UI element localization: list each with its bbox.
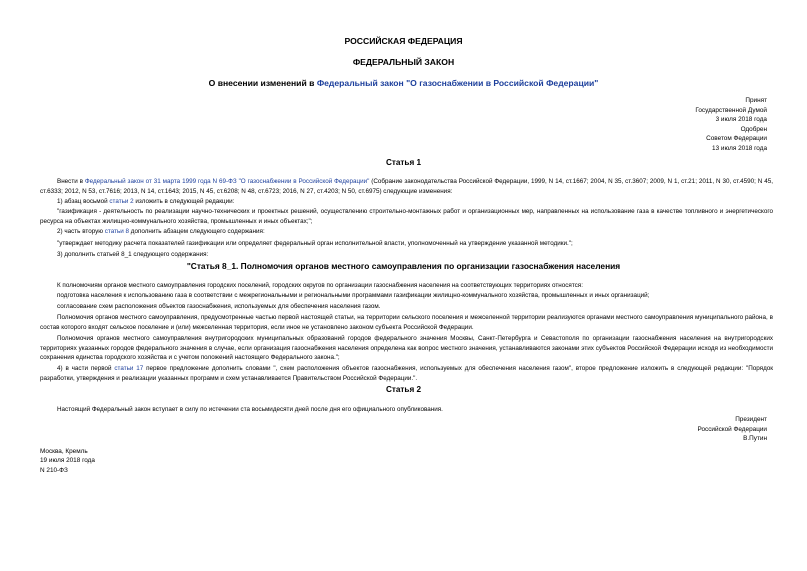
item-2-text: "утверждает методику расчета показателей газификации или определяет федеральный орган исполнительной власти, уполномоченный на утверждение указанной методики."; xyxy=(57,240,573,247)
item-4-text-a: 4) в части первой xyxy=(57,365,115,372)
item-2-text-a: 2) часть вторую xyxy=(57,228,105,235)
item-3: 3) дополнить статьей 8_1 следующего содержания: xyxy=(57,251,209,258)
item-2-link[interactable]: статьи 8 xyxy=(104,228,130,235)
place-city: Москва, Кремль xyxy=(40,448,88,455)
approved-date: 13 июля 2018 года xyxy=(712,144,767,152)
article-1-intro xyxy=(40,177,773,196)
intro-link-title[interactable]: "О газоснабжении в Российской Федерации" xyxy=(238,178,370,185)
art8-1-para-2: подготовка населения к использованию газа в соответствии с межрегиональными и региональными программами газификации жилищно-коммунального хозяйства, промышленных и иных организаций; xyxy=(57,292,650,299)
article-2-text: Настоящий Федеральный закон вступает в силу по истечении ста восьмидесяти дней после дня его официального опубликования. xyxy=(57,406,443,413)
law-title xyxy=(0,78,807,88)
approved-label: Одобрен xyxy=(740,125,767,133)
adoption-block xyxy=(695,96,767,154)
item-1-text: "газификация - деятельность по реализации научно-технических и проектных решений, осуществлению строительно-монтажных работ и организационных мер, направленных на использование газа в качестве топливного и энергетического ресурса на объектах жилищно-коммунального хозяйства, промышленных и иных объектах;"; xyxy=(40,208,773,225)
item-4 xyxy=(40,364,773,383)
item-1-text-a: 1) абзац восьмой xyxy=(57,198,110,205)
intro-text-a: Внести в xyxy=(57,178,85,185)
art8-1-para-1: К полномочиям органов местного самоуправления городских поселений, городских округов по организации газоснабжения населения на соответствующих территориях относятся: xyxy=(57,282,583,289)
adopted-body: Государственной Думой xyxy=(695,106,767,114)
item-2 xyxy=(57,227,265,237)
article-2-heading: Статья 2 xyxy=(385,385,422,394)
item-1-link[interactable]: статьи 2 xyxy=(109,198,134,205)
art8-1-para-4: Полномочия органов местного самоуправления, предусмотренные частью первой настоящей статьи, на территории сельского поселения и межселенной территории реализуются органами местного самоуправления муниципального района, в состав которого входят сельское поселение и (или) межселенная территория, если иное не установлено законом субъекта Российской Федерации. xyxy=(40,314,773,331)
place-date: 19 июля 2018 года xyxy=(40,457,95,465)
item-4-link[interactable]: статьи 17 xyxy=(114,365,144,372)
law-number: N 210-ФЗ xyxy=(40,466,68,474)
item-1 xyxy=(57,197,234,207)
law-title-link[interactable]: Федеральный закон "О газоснабжении в Российской Федерации" xyxy=(316,78,599,88)
place-block xyxy=(40,447,95,475)
intro-link-date[interactable]: от 31 марта 1999 года N 69-ФЗ xyxy=(145,178,237,185)
article-8-1-heading: "Статья 8_1. Полномочия органов местного самоуправления по организации газоснабжения населения xyxy=(186,261,621,271)
art8-1-para-3: согласование схем расположения объектов газоснабжения, используемых для обеспечения населения газом. xyxy=(57,303,381,310)
item-4-text-b: первое предложение дополнить словами ", схем расположения объектов газоснабжения, используемых для обеспечения населения газом", второе предложение изложить в следующей редакции: "Порядок разработки, утверждения и реализации указанных программ и схем устанавливается Правительством Российской Федерации.". xyxy=(40,365,774,382)
law-title-prefix: О внесении изменений в xyxy=(208,78,317,88)
article-1-heading: Статья 1 xyxy=(385,158,422,167)
law-type-heading: ФЕДЕРАЛЬНЫЙ ЗАКОН xyxy=(352,57,455,67)
signature-position: Президент xyxy=(735,416,767,423)
adopted-label: Принят xyxy=(745,97,767,104)
intro-text-d: (Собрание законодательства Российской Федерации, 1999, N 14, ст.1667; 2004, N 35, ст.3607; 2009, N 1, ст.21; 2011, N 30, ст.4590; N 45, ст.6333; 2012, N 53, ст.7616; 2013, N 14, ст.1643; 2015, N 45, ст.6208; N 48, ст.6723; 2016, N 27, ст.4203; N 50, ст.6975) следующие изменения: xyxy=(40,178,773,195)
signature-block xyxy=(698,415,768,444)
signature-country: Российской Федерации xyxy=(697,425,767,433)
signature-name: В.Путин xyxy=(743,435,767,443)
intro-link-law[interactable]: Федеральный закон xyxy=(84,178,144,185)
art8-1-para-5: Полномочия органов местного самоуправления внутригородских муниципальных образований городов федерального значения Москвы, Санкт-Петербурга и Севастополя по организации газоснабжения населения на внутригородских территориях указанных городов федерального значения в случае, если организация газоснабжения населения определена как вопрос местного значения, устанавливаются законами этих субъектов Российской Федерации исходя из необходимости сохранения единства городского хозяйства и с учетом положений настоящего Федерального закона."; xyxy=(40,335,773,362)
item-1-text-b: изложить в следующей редакции: xyxy=(133,198,235,205)
country-heading: РОССИЙСКАЯ ФЕДЕРАЦИЯ xyxy=(344,36,463,46)
adopted-date: 3 июля 2018 года xyxy=(715,116,767,124)
item-2-text-b: дополнить абзацем следующего содержания: xyxy=(129,228,265,235)
approved-body: Советом Федерации xyxy=(706,135,767,143)
